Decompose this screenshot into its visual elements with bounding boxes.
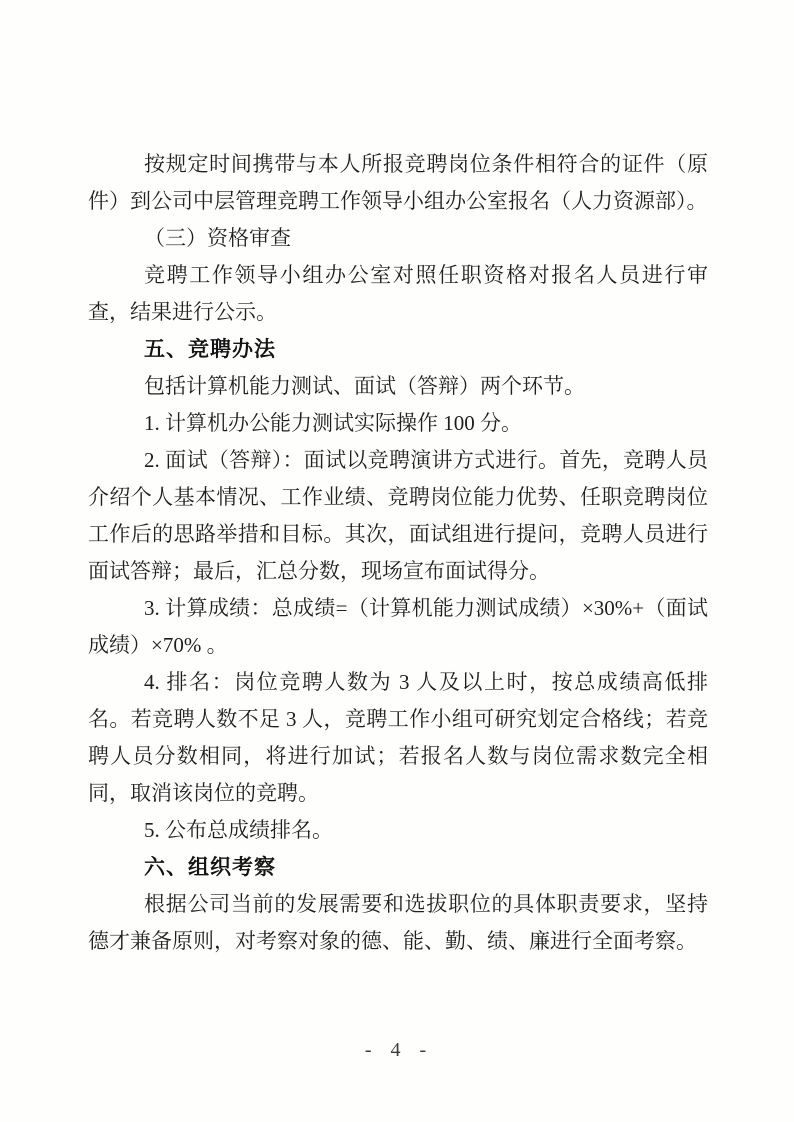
paragraph-qualification-review-detail: 竞聘工作领导小组办公室对照任职资格对报名人员进行审查，结果进行公示。 (88, 263, 708, 324)
page-number: - 4 - (364, 1039, 430, 1061)
subheading-qualification-review: （三）资格审查 (144, 226, 291, 250)
paragraph-inspection-detail: 根据公司当前的发展需要和选拔职位的具体职责要求，坚持德才兼备原则，对考察对象的德、能、勤、绩、廉进行全面考察。 (88, 892, 708, 953)
paragraph-item-interview: 2. 面试（答辩）：面试以竞聘演讲方式进行。首先，竞聘人员介绍个人基本情况、工作业绩、竞聘岗位能力优势、任职竞聘岗位工作后的思路举措和目标。其次，面试组进行提问，竞聘人员进行面试答辩；最后，汇总分数，现场宣布面试得分。 (88, 448, 708, 583)
document-body (88, 146, 708, 960)
paragraph-registration: 按规定时间携带与本人所报竞聘岗位条件相符合的证件（原件）到公司中层管理竞聘工作领导小组办公室报名（人力资源部）。 (88, 152, 708, 213)
paragraph-item-score-formula: 3. 计算成绩：总成绩=（计算机能力测试成绩）×30%+（面试成绩）×70% 。 (88, 596, 708, 657)
section-heading-organizational-inspection: 六、组织考察 (144, 856, 276, 879)
section-heading-recruitment-method: 五、竞聘办法 (144, 338, 276, 361)
paragraph-item-publish-results: 5. 公布总成绩排名。 (144, 818, 333, 842)
paragraph-method-overview: 包括计算机能力测试、面试（答辩）两个环节。 (144, 374, 585, 398)
paragraph-item-ranking: 4. 排名：岗位竞聘人数为 3 人及以上时，按总成绩高低排名。若竞聘人数不足 3 人，竞聘工作小组可研究划定合格线；若竞聘人员分数相同，将进行加试；若报名人数与岗位需求数完全相同，取消该岗位的竞聘。 (88, 670, 708, 805)
paragraph-item-computer-test: 1. 计算机办公能力测试实际操作 100 分。 (144, 411, 522, 435)
